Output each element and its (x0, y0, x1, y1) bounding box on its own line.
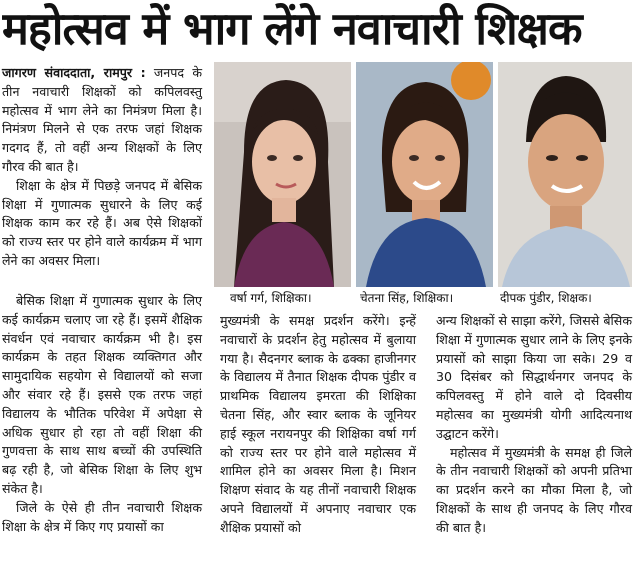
paragraph: बेसिक शिक्षा में गुणात्मक सुधार के लिए कई कार्यक्रम चलाए जा रहे हैं। इसमें शैक्षिक संवर्धन एवं नवाचार कार्यक्रम भी है। इस कार्यक्रम के तहत शिक्षक व्यक्तिगत और सामुदायिक सहयोग से विद्यालयों को सजा और संवार रहे हैं। इससे एक तरफ जहां विद्यालय के भौतिक परिवेश में अपेक्षा से अधिक सुधार हो रहा तो वहीं शिक्षा की गुणवत्ता के साथ साथ बच्चों की उपस्थिति बढ़ रही है, जो बेसिक शिक्षा के लिए शुभ संकेत है। (2, 293, 202, 496)
article-column-1-bottom (2, 292, 202, 536)
paragraph: शिक्षा के क्षेत्र में पिछड़े जनपद में बेसिक शिक्षा में गुणात्मक सुधारने के लिए कई शिक्षक काम कर रहे हैं। अब ऐसे शिक्षकों को राज्य स्तर पर होने वाले कार्यक्रम में भाग लेने का अवसर मिला। (2, 177, 202, 268)
photo-deepak-pundir (498, 62, 632, 287)
paragraph (2, 64, 202, 177)
photo-caption-1: वर्षा गर्ग, शिक्षिका। (230, 291, 312, 305)
headline: महोत्सव में भाग लेंगे नवाचारी शिक्षक (2, 2, 582, 55)
photo-caption-2: चेतना सिंह, शिक्षिका। (360, 291, 454, 305)
portrait-image (214, 62, 351, 287)
paragraph: अन्य शिक्षकों से साझा करेंगे, जिससे बेसिक शिक्षा में गुणात्मक सुधार लाने के लिए इनके प्रयासों को साझा किया जा सके। 29 व 30 दिसंबर को सिद्धार्थनगर जनपद के कपिलवस्तु में होने वाले दो दिवसीय महोत्सव का मुख्यमंत्री योगी आदित्यनाथ उद्घाटन करेंगे। (436, 313, 632, 441)
article-column-1-top (2, 64, 202, 271)
photo-varsha-garg (214, 62, 351, 287)
article-column-2 (220, 312, 416, 538)
paragraph: जिले के ऐसे ही तीन नवाचारी शिक्षक शिक्षा के क्षेत्र में किए गए प्रयासों का (2, 499, 202, 534)
paragraph: मुख्यमंत्री के समक्ष प्रदर्शन करेंगे। इन्हें नवाचारों के प्रदर्शन हेतु महोत्सव में बुलाया गया है। सैदनगर ब्लाक के ढक्का हाजीनगर के विद्यालय में तैनात शिक्षक दीपक पुंडीर व प्राथमिक विद्यालय इमरता की शिक्षिका चेतना सिंह, और स्वार ब्लाक के जूनियर हाई स्कूल नरायनपुर की शिक्षिका वर्षा गर्ग को राज्य स्तर पर होने वाले महोत्सव में शामिल होने का अवसर मिला है। मिशन शिक्षण संवाद के यह तीनों नवाचारी शिक्षक अपने विद्यालयों में अपनाए नवाचार एक शैक्षिक प्रयासों को (220, 313, 416, 535)
photo-chetna-singh (356, 62, 493, 287)
paragraph-text: जनपद के तीन नवाचारी शिक्षकों को कपिलवस्तु महोत्सव में भाग लेने का निमंत्रण मिला है। निमंत्रण मिलने से एक तरफ जहां शिक्षक गदगद हैं, तो वहीं अन्य शिक्षकों के लिए गौरव की बात है। (2, 65, 202, 174)
photo-caption-3: दीपक पुंडीर, शिक्षक। (500, 291, 592, 305)
portrait-image (356, 62, 493, 287)
portrait-image (498, 62, 632, 287)
article-column-3 (436, 312, 632, 538)
byline: जागरण संवाददाता, रामपुर : (2, 65, 146, 80)
paragraph: महोत्सव में मुख्यमंत्री के समक्ष ही जिले के तीन नवाचारी शिक्षकों को अपनी प्रतिभा का प्रदर्शन करने का मौका मिला है, जो शिक्षकों के साथ ही जनपद के लिए गौरव की बात है। (436, 444, 632, 535)
